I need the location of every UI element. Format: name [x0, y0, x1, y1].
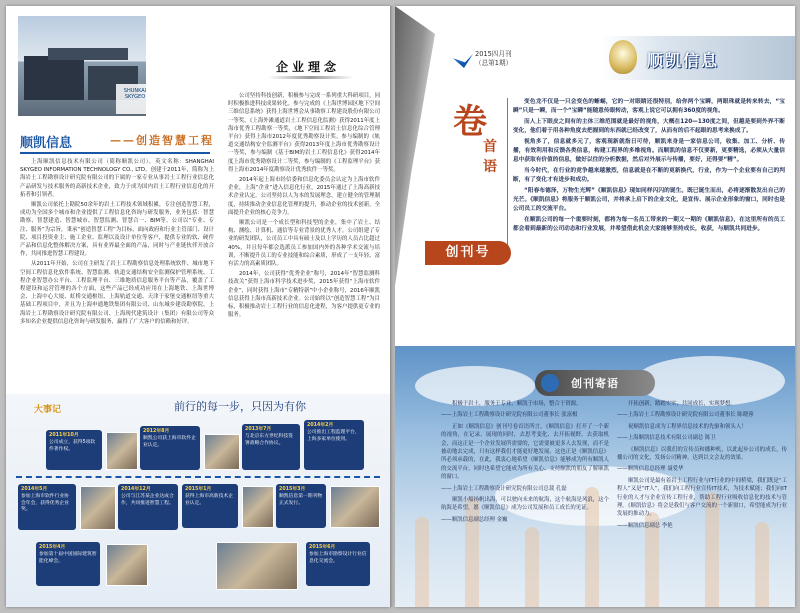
event-date: 2015年6月	[309, 545, 336, 550]
event-date: 2014年12月	[121, 487, 151, 492]
event-text: 公司与江苏某企业达成合作，共同推进智慧工程。	[121, 493, 174, 506]
preface-title-char: 首	[483, 139, 497, 155]
timeline-slogan: 前行的每一步，只因为有你	[174, 400, 306, 413]
magazine-title: 顺凯信息	[647, 51, 720, 70]
timeline-title: 大事记	[34, 405, 62, 415]
magazine-logo-icon	[453, 54, 473, 68]
preface-title-char: 卷	[453, 102, 487, 142]
timeline-photo	[242, 486, 274, 528]
timeline-photo	[204, 434, 240, 470]
editorial-paragraph: 当今时代，在行业的竞争越来越激烈，信息就是在不断的更新换代，行业，作为一个企业要有自己的判断，有了变化才有进步和成功。	[513, 167, 785, 184]
timeline-event	[118, 484, 178, 530]
messages-left-column	[441, 400, 609, 606]
message-text: 正如《顺凯信息》创刊号卷首语所言，《顺凯信息》打开了一个新的视角，在记录、展现的同时，去思考变化、去开拓视野，去获取机会，而这正是一个企业发展所需要的，它需要被更多人去发现，而不是被动地去完成，只有这样我们才能更好地发展。这也正是《顺凯信息》所必须承载的，在此，我衷心地希望《顺凯信息》能够成为所有顺凯人的交流平台，同时也希望它能成为所有关心、支持顺凯的朋友了解顺凯的窗口。	[441, 423, 609, 481]
event-text: 顺凯公司获上海市软件企业认定。	[143, 435, 196, 448]
intro-paragraph: 上海顺凯信息技术有限公司（简称顺凯公司），英文名称：SHANGHAI SKYGEO INFORMATION TECHNOLOGY CO., LTD。创建于2011年，简称为上海岩土工程勘察设计研究院有限公司的下属的一家专业从事岩土工程行业信息化产品研发与技术服务的高新技术企业，致力于成为国内岩土工程行业信息化的开拓者和引领者。	[20, 159, 214, 198]
sign-line-1: SHUNKAI	[123, 88, 146, 94]
timeline-photo	[106, 544, 148, 586]
message-signature: ——顺凯信息副总经理 金巍	[441, 516, 508, 523]
message-signature: ——上海岩土工程勘察设计研究院有限公司总裁 孔磊	[441, 485, 567, 492]
intro-paragraph: 顺凯公司依托上勘院50余年的岩土工程技术领域积累，专注创造智慧工程，成功为全国多个城市和企业提供了工程信息化咨询与研发服务，业务包括：智慧勘察、智慧建造、智慧城市、智慧监测、智慧合一、BIM等。公司以“专业、专注、服务”为宗旨，秉承“创造智慧工程”为目标，面向政府和行业主管部门、设计院、项目投资业主、施工企业、监理以及设计单位等客户，提供专业的软、硬件产品和信息化整体解决方案，具有业界最全面的产品，同时与产业链伙伴开放合作，共同推进智慧工程建设。	[20, 202, 214, 258]
editorial-paragraph: 在顺凯公司的每一个重要时刻，都将为每一名员工带来的一期又一期的《顺凯信息》，在这里所有的员工都会看到最新的公司动态和行业发展，并希望借此机会大家能够坚持成长，收获，与顺凯共同进步。	[513, 216, 785, 233]
issue-info	[475, 50, 512, 68]
event-date: 2015年4月	[39, 545, 66, 550]
message-text: 祝顺凯信息成为工程界信息技术的先驱和领头人！	[628, 423, 747, 430]
intro-paragraph: 从2011年开始，公司在主研发了岩土工程勘察信息处理系统软件、城市地下空间工程信息化软件系统、智慧监测、轨道交通结构安全监测保护管理系统、工程企业智慧办公平台、工程监理平台、三维地质信息服务平台等产品，覆盖了工程建设和运营管理的各个方面，这些产品已经成功应用在上海地铁、上海世博会、上海中心大厦、虹桥交通枢纽、上海轨道交通、天津于家堡交通枢纽等重大基础工程项目中，并且为上海申通地铁集团有限公司、山东城乡建设勘察院、上海岩土工程勘察设计研究院有限公司、上海现代建筑设计（集团）有限公司等众多知名企业提供信息化咨询与研发服务，赢得了广大客户的信赖和好评。	[20, 261, 214, 325]
event-date: 2015年1月	[185, 487, 212, 492]
timeline-event	[306, 542, 370, 586]
essay-title: 企业理念	[276, 60, 341, 74]
event-date: 2011年10月	[49, 433, 79, 438]
timeline-event	[242, 424, 300, 470]
intro-column	[20, 158, 214, 388]
left-page	[6, 6, 390, 607]
event-text: 参加第十届中国国际建筑智能化峰会。	[39, 551, 97, 564]
editorial-paragraph: 视角多了，信息就多元了，客观现新就指日可待，顺凯来身是一家信息公司，收集、加工、分析、传播，有效利用和反馈各类信息，构建工程界的多维视角。而顺凯的信息不仅要新，更要精选，必须从大量信息中获取有价值的信息，做好以往的分析数据，然后对外展示与传播，要好，还得要“精”。	[513, 138, 785, 164]
messages-right-column	[617, 400, 787, 606]
preface-divider	[507, 98, 508, 250]
message-signature: ——上海岩土工程勘察设计研究院有限公司董事长 陈晓蓉	[617, 412, 754, 419]
timeline-event	[46, 430, 102, 470]
lightbulb-icon	[609, 40, 637, 74]
message-signature: ——上海岩土工程勘察设计研究院有限公司董事长 张富根	[441, 412, 578, 419]
event-date: 2014年2月	[307, 423, 334, 428]
event-text: 参加上海市软件行业协会年会，获得优秀企业奖。	[21, 493, 69, 513]
timeline-event	[276, 484, 326, 528]
message-text: 《顺凯信息》以我们的宣传员和播种机，以此起步公司的成长，传播公司的文化，发扬公司精神，达到以文会友的效果。	[617, 446, 787, 462]
message-text: 顺凯小船扬帆出海，可以驶向未来的航海，这个航海是风浪，这个航海是希望，愿《顺凯信息》成为公司发展和员工成长的见证。	[441, 497, 609, 512]
right-page	[395, 6, 795, 607]
event-text: 公司成立，获得5项软件著作权。	[49, 439, 96, 452]
preface-title	[453, 94, 503, 244]
message-text: 积极于岩土，服务于专业，顺凯于市场，整合于资源。	[452, 401, 582, 407]
preface-title-char: 语	[483, 159, 497, 175]
editorial-paragraph: 而人上下眼皮之间有的主体三维范围就是最好的视角，大概在120—130度之间，但越是要到外界不断变化，他们着于用各种角度去把握到的东西就已经改变了，从而有的后不起眼的思考来换成了。	[513, 118, 785, 135]
timeline-photo	[330, 486, 380, 528]
timeline-event	[140, 426, 200, 470]
essay-paragraph: 公司坚持科技创新，积极参与完成一系列重大科研项目，同时积极推进科技成果转化。参与完成的《上海世博园区地下空间三维信息系统》获得上海世博会从事勘察工程建设股份有限公司一等奖，《上海外滩通道岩土工程信息化监测》获得2011年度上海市优秀工程勘察一等奖，《地下空间工程岩土信息化综合管理平台》获得上海市2012年度优秀勘察设计奖。参与编制的《轨道交通结构安全监测平台》获得2013年度上海市优秀勘察设计一等奖，参与编制《基于BIM的岩土工程信息化》获得2014年度上海市优秀勘察设计二等奖，参与编制的《工程监理平台》获得上海市2014年度勘察设计优秀软件一等奖。	[228, 93, 380, 173]
timeline-photo	[216, 542, 298, 590]
event-date: 2013年7月	[245, 427, 272, 432]
timeline-event	[304, 420, 364, 470]
message-signature: ——上海顺凯信息技术有限公司副总 陈卫	[617, 435, 716, 442]
essay-paragraph: 2014年起上海市经信委和信息化委员会认定为上海市软件企业，上海“企业”进入信息化行业，2015年通过了上海高新技术企业认定。公司坚持以人为本的发展理念，建立健全的管理制度，持续推动企业信息化管理的提升，推动企业的技术创新，全面提升企业的核心竞争力。	[228, 177, 380, 216]
timeline-line	[16, 476, 380, 478]
timeline-photo	[106, 432, 138, 470]
message-icon	[541, 374, 559, 392]
message-signature: ——顺凯信息总经理 聂爱华	[617, 466, 684, 473]
editorial-paragraph: 变色龙不仅是一只会变色的蜥蜴，它的一对眼睛还很特别，给你两个宝瞬，两眼珠就是转来转去，“宝瞬”只是一瞬，而一个“宝瞬”能随意传眼转动，客观上说它可以拥有360度的视角。	[513, 99, 785, 115]
issue-total: （总第1期）	[475, 59, 513, 67]
timeline-event	[182, 484, 238, 528]
first-issue-badge: 创刊号	[425, 241, 511, 265]
heading-underline	[20, 152, 210, 154]
event-text: 参加上海市勘察设计行业信息化交流会。	[309, 551, 367, 564]
timeline-event	[36, 542, 100, 586]
event-date: 2014年5月	[21, 487, 48, 492]
event-date: 2015年3月	[279, 487, 306, 492]
event-text: 公司推出工程监理平台，上海多家单位使用。	[307, 429, 360, 442]
essay-title-divider	[268, 76, 354, 79]
issue-number: 2015四月刊	[475, 50, 512, 58]
messages-title: 创刊寄语	[571, 377, 619, 390]
essay-paragraph: 顺凯公司是一个成长型和科技型的企业，集中了岩土、结构、测绘、计算机、通信等专业背景的优秀人才。公司组建了专业的研发团队，公司员工中具有硕士及以上学历的人员占比超过40%，并且每年都会选派员工参加国内外的各种学术交流与培训，不断提升员工的专业技能和综合素质，形成了一支年轻、富有活力的高素质团队。	[228, 220, 380, 268]
message-text: 开拓创新，踏踏实实，共同成长，实现梦想。	[628, 401, 736, 407]
company-building-photo	[18, 16, 146, 116]
message-text: 顺凯公司是最有着岩土工程行业与IT行业的中间桥梁，我们既是“工程人”又是“IT人”，我们向工程行业宣传IT技术，为技术赋能；我们向IT行业的人才与企业宣传工程行业，帮助工程行业吸收信息化的技术与管理。《顺凯信息》将会是我们与客户交流的一个新窗口，希望能成为行业发展的推动力。	[617, 477, 787, 518]
editorial-paragraph: “阳春布德泽，万物生光辉”《顺凯信息》现如同样闪闪的诞生。既已诞生而出，必将逐渐散发出自己的光芒。《顺凯信息》将服务于顺凯公司，并将承上启下的企业文化，是宣传、展示企业形象的窗口，同时也是公司员工的交流平台。	[513, 187, 785, 213]
event-date: 2012年8月	[143, 429, 170, 434]
timeline-photo	[80, 486, 116, 530]
event-text: 顺凯信息第一期刊物正式发行。	[279, 493, 323, 506]
event-text: 获得上海市高新技术企业认定。	[185, 493, 233, 506]
company-subheading: ——创造智慧工程	[110, 134, 214, 147]
editorial-text	[513, 98, 785, 348]
event-text: 与北京东方世纪科技签署战略合作协议。	[245, 433, 293, 446]
company-heading: 顺凯信息	[20, 136, 73, 151]
message-signature: ——顺凯信息副总 李艳	[617, 522, 673, 529]
timeline-event	[18, 484, 76, 530]
essay-column	[228, 92, 380, 384]
company-sign	[116, 84, 146, 114]
essay-paragraph: 2014年，公司获得“优秀企业”称号，2014年“智慧监测科技改关”获得上海市科学技术进步奖，2015年获得“上海市软件企业”，同时获得上海市“专精特新”中小企业称号，2016年顺凯信息获得上海市高新技术企业。公司始终以“创造智慧工程”为目标，积极推动岩土工程行业的信息化进程，为客户提供更专业的服务。	[228, 271, 380, 319]
sign-line-2: SKYGEO	[124, 94, 146, 100]
